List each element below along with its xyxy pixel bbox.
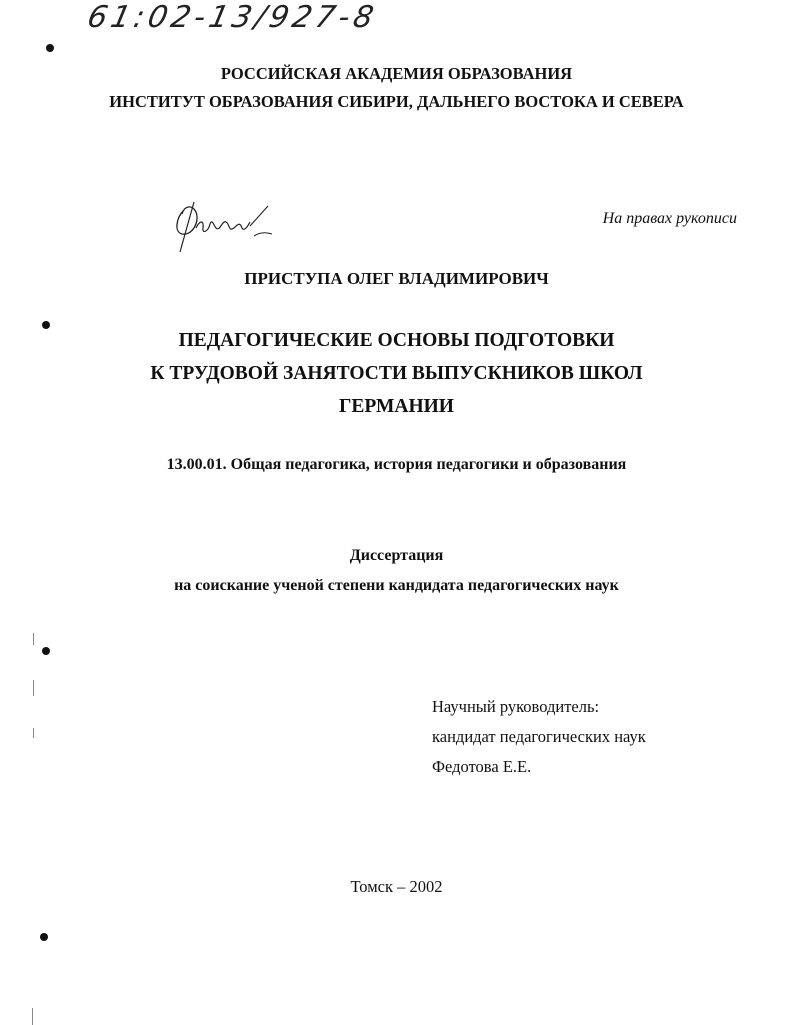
supervisor-degree: кандидат педагогических наук	[432, 727, 646, 746]
title-line3: ГЕРМАНИИ	[339, 396, 454, 417]
dissertation-title	[0, 324, 793, 423]
margin-dot	[40, 933, 48, 941]
signature-image	[170, 192, 280, 254]
margin-dot	[46, 44, 54, 52]
margin-tick	[33, 680, 34, 696]
rights-note: На правах рукописи	[602, 210, 737, 227]
title-line1: ПЕДАГОГИЧЕСКИЕ ОСНОВЫ ПОДГОТОВКИ	[178, 330, 615, 351]
margin-tick	[33, 728, 34, 738]
margin-tick	[33, 633, 34, 645]
specialty-code: 13.00.01. Общая педагогика, история педагогики и образования	[166, 456, 627, 473]
margin-tick	[32, 1008, 33, 1025]
supervisor-name: Федотова Е.Е.	[432, 757, 532, 776]
organization-line2: ИНСТИТУТ ОБРАЗОВАНИЯ СИБИРИ, ДАЛЬНЕГО ВОСТОКА И СЕВЕРА	[109, 92, 684, 111]
dissertation-degree: на соискание ученой степени кандидата педагогических наук	[174, 577, 619, 594]
organization-line1: РОССИЙСКАЯ АКАДЕМИЯ ОБРАЗОВАНИЯ	[220, 64, 573, 83]
title-line2: К ТРУДОВОЙ ЗАНЯТОСТИ ВЫПУСКНИКОВ ШКОЛ	[150, 363, 643, 384]
archive-number: 61:02-13/927-8	[84, 0, 381, 35]
margin-dot	[42, 647, 50, 655]
dissertation-type: Диссертация	[349, 547, 444, 564]
supervisor-label: Научный руководитель:	[432, 697, 600, 716]
place-year: Томск – 2002	[350, 877, 443, 896]
author-name: ПРИСТУПА ОЛЕГ ВЛАДИМИРОВИЧ	[244, 269, 549, 288]
